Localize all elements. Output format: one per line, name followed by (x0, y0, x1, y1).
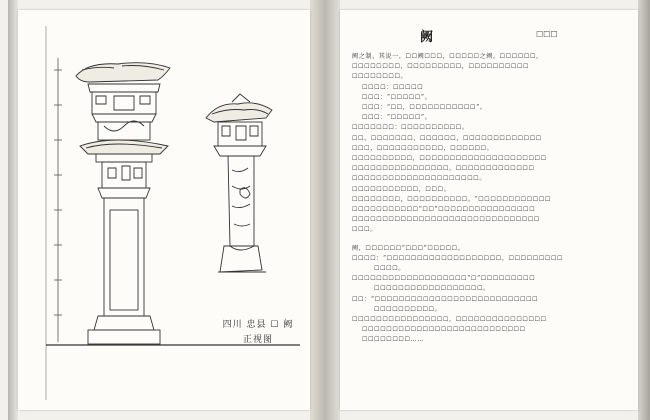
text-line: ☐☐☐，☐☐☐☐☐☐☐☐☐☐☐，☐☐☐☐☐☐。 (352, 144, 494, 152)
pillar-perspective (206, 94, 272, 272)
drawing-caption (213, 318, 303, 348)
text-line: ☐☐☐☐☐☐☐☐☐☐☐☐☐☐☐☐，☐☐☐☐☐☐☐☐☐☐☐☐☐ (352, 165, 535, 173)
text-line: ☐☐☐☐☐☐☐☐☐☐☐“☐☐”☐☐☐☐☐☐☐☐☐☐☐☐☐☐☐☐ (352, 206, 536, 214)
page-title: 阙 (420, 30, 437, 45)
text-line: ☐☐☐：“☐☐☐☐☐”。 (362, 114, 432, 122)
caption-line-2: 正视图 (242, 335, 273, 345)
text-line: 阙之制，其说一，☐☐阙☐☐☐，☐☐☐☐☐之阙，☐☐☐☐☐☐， (352, 53, 543, 60)
text-line: ☐☐☐☐☐☐☐☐☐☐☐☐☐☐☐☐☐☐☐☐☐☐☐☐☐☐☐ (362, 326, 526, 334)
text-line: ☐☐☐☐☐☐☐☐…… (362, 336, 424, 344)
text-line: ☐☐☐☐：“☐☐☐☐☐☐☐☐☐☐☐☐☐☐☐☐☐☐☐，☐☐☐☐☐☐☐☐☐ (352, 254, 564, 262)
text-line: ☐☐☐☐☐☐☐：☐☐☐☐☐☐☐☐☐☐。 (352, 124, 469, 132)
text-line: 阙，☐☐☐☐☐☐“☐☐☐”☐☐☐☐☐。 (352, 244, 465, 252)
handwritten-text (352, 52, 630, 346)
book-gutter (310, 0, 340, 420)
text-line: ☐☐☐☐☐☐☐☐，☐☐☐☐☐☐☐☐☐☐。“☐☐☐☐☐☐☐☐☐☐☐☐ (352, 195, 551, 203)
text-line: ☐☐☐☐☐☐☐☐☐☐☐☐☐☐☐☐☐☐。 (374, 285, 490, 293)
text-line: ☐☐☐☐☐☐☐☐，☐☐☐☐☐☐☐☐☐，☐☐☐☐☐☐☐☐☐☐ (352, 63, 530, 71)
caption-line-1: 四川 忠县 ☐ 阙 (222, 320, 294, 330)
text-line: ☐☐☐：“☐☐，☐☐☐☐☐☐☐☐☐☐☐”。 (362, 104, 487, 112)
text-line: ☐☐：“☐☐☐☐☐☐☐☐☐☐☐☐☐☐☐☐☐☐☐☐☐☐☐☐☐☐☐ (352, 295, 539, 303)
right-page (340, 10, 638, 410)
text-line: ☐☐☐☐：☐☐☐☐☐ (362, 83, 424, 91)
text-line: ☐☐☐：“☐☐☐☐☐”。 (362, 93, 432, 101)
author-name: ☐☐☐ (536, 30, 558, 39)
text-line: ☐☐☐☐☐☐☐☐☐☐☐☐☐☐☐☐☐☐☐☐☐☐☐☐☐☐☐☐☐☐☐ (352, 216, 540, 224)
que-pillar-drawings (18, 10, 310, 410)
text-line: ☐☐☐☐☐☐☐☐☐☐☐☐☐☐☐☐☐☐☐☐☐。 (352, 175, 487, 183)
text-line: ☐☐☐。 (352, 226, 377, 234)
text-line: ☐☐☐☐☐☐☐☐☐☐。 (374, 305, 442, 313)
page-edge-right (638, 0, 650, 420)
text-line: ☐☐☐☐☐☐☐☐☐☐☐☐☐☐☐☐，☐☐☐☐☐☐☐☐☐☐☐☐☐☐☐ (352, 316, 547, 324)
text-line: ☐☐☐☐☐☐☐☐☐☐☐☐☐☐☐☐☐☐☐“☐”☐☐☐☐☐☐☐☐☐ (352, 275, 536, 283)
left-page (18, 10, 310, 410)
text-line: ☐☐☐☐☐☐☐☐☐☐☐，☐☐☐。 (352, 185, 451, 193)
text-line: ☐☐☐☐☐☐☐☐。 (352, 73, 408, 81)
pillar-elevation (76, 63, 170, 344)
scale-ruler (54, 58, 62, 342)
page-edge-left (8, 0, 18, 420)
text-line: ☐☐，☐☐☐☐☐☐☐，☐☐☐☐☐☐，☐☐☐☐☐☐☐☐☐☐☐☐☐ (352, 134, 542, 142)
text-line: ☐☐☐☐☐☐☐☐☐☐，☐☐☐☐☐☐☐☐☐☐☐☐☐☐☐☐☐☐☐☐☐ (352, 155, 547, 163)
text-line: ☐☐☐☐。 (374, 265, 405, 273)
